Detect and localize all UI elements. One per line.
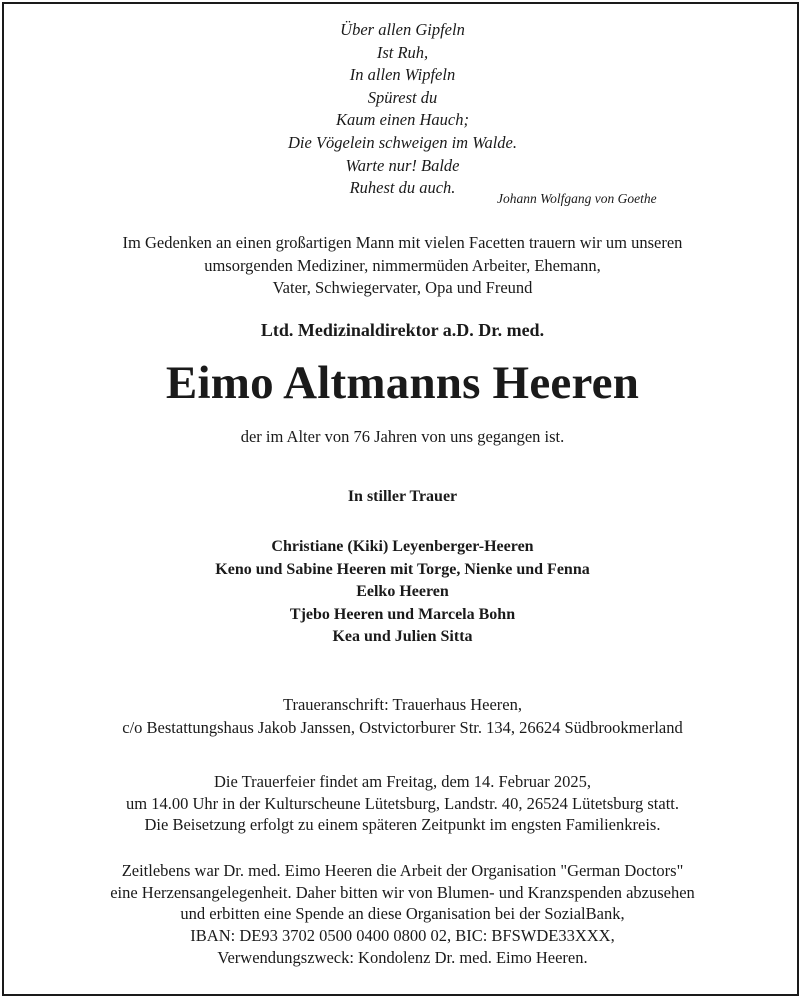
- poem-line: Ruhest du auch.: [349, 178, 456, 198]
- intro-line: umsorgenden Mediziner, nimmermüden Arbeiter, Ehemann,: [204, 255, 601, 275]
- mourning-label: In stiller Trauer: [347, 488, 458, 505]
- poem-line: Die Vögelein schweigen im Walde.: [288, 132, 517, 152]
- address-line: c/o Bestattungshaus Jakob Janssen, Ostvictorburer Str. 134, 26624 Südbrookmerland: [122, 717, 683, 737]
- service-line: Die Beisetzung erfolgt zu einem späteren Zeitpunkt im engsten Familienkreis.: [144, 815, 661, 834]
- poem-line: In allen Wipfeln: [349, 65, 456, 85]
- poem-author: Johann Wolfgang von Goethe: [497, 191, 657, 206]
- intro-line: Vater, Schwiegervater, Opa und Freund: [272, 278, 533, 297]
- poem-line: Spürest du: [367, 87, 438, 107]
- donation-line: IBAN: DE93 3702 0500 0400 0800 02, BIC: BFSWDE33XXX,: [190, 926, 615, 946]
- service-line: Die Trauerfeier findet am Freitag, dem 14. Februar 2025,: [213, 772, 592, 791]
- service-line: um 14.00 Uhr in der Kulturscheune Lütetsburg, Landstr. 40, 26524 Lütetsburg statt.: [126, 793, 679, 813]
- mourner: Eelko Heeren: [356, 583, 449, 601]
- intro-line: Im Gedenken an einen großartigen Mann mit vielen Facetten trauern wir um unseren: [122, 233, 683, 252]
- poem-line: Warte nur! Balde: [345, 155, 460, 175]
- deceased-age-text: der im Alter von 76 Jahren von uns gegangen ist.: [240, 427, 565, 446]
- donation-line: Verwendungszweck: Kondolenz Dr. med. Eimo Heeren.: [217, 947, 588, 967]
- donation-line: Zeitlebens war Dr. med. Eimo Heeren die Arbeit der Organisation "German Doctors": [121, 861, 684, 880]
- mourners-list: [0, 536, 805, 649]
- mourner: Christiane (Kiki) Leyenberger-Heeren: [271, 538, 534, 555]
- donation-line: und erbitten eine Spende an diese Organisation bei der SozialBank,: [180, 904, 625, 924]
- deceased-name: Eimo Altmanns Heeren: [165, 357, 640, 409]
- poem-line: Kaum einen Hauch;: [336, 110, 469, 130]
- mourner: Kea und Julien Sitta: [332, 628, 473, 646]
- funeral-service-info: [0, 771, 805, 836]
- mourning-address: [0, 694, 805, 739]
- poem: [0, 19, 805, 200]
- poem-line: Ist Ruh,: [376, 42, 429, 62]
- poem-line: Über allen Gipfeln: [340, 20, 465, 39]
- deceased-title: Ltd. Medizinaldirektor a.D. Dr. med.: [260, 320, 545, 340]
- donation-info: [0, 860, 805, 969]
- intro-text: [0, 232, 805, 300]
- mourner: Tjebo Heeren und Marcela Bohn: [289, 605, 516, 623]
- address-line: Traueranschrift: Trauerhaus Heeren,: [282, 695, 523, 714]
- donation-line: eine Herzensangelegenheit. Daher bitten wir von Blumen- und Kranzspenden abzusehen: [110, 882, 695, 902]
- mourner: Keno und Sabine Heeren mit Torge, Nienke und Fenna: [215, 560, 590, 578]
